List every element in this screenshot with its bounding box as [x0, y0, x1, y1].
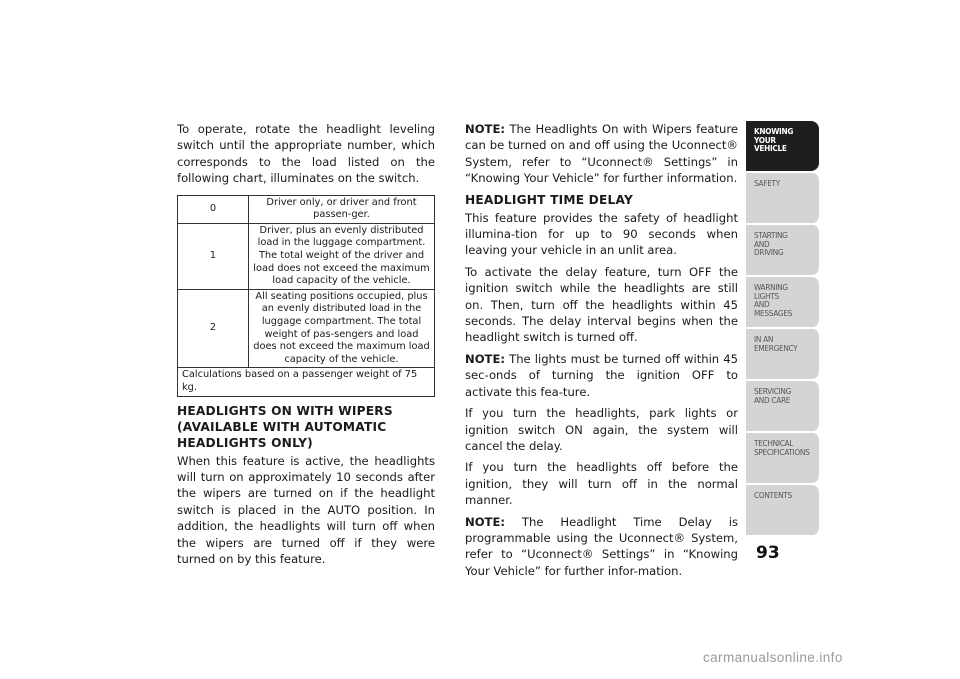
body-paragraph: This feature provides the safety of headlight illumina-tion for up to 90 seconds when leaving your vehicle in an unlit area.	[465, 210, 738, 258]
table-cell-description: All seating positions occupied, plus an evenly distributed load in the luggage compartment. The total weight of pas-sengers and load does not exceed the maximum load capacity of the vehicle.	[249, 289, 435, 368]
note-paragraph	[465, 514, 738, 580]
right-column	[465, 121, 738, 584]
table-cell-number: 2	[178, 289, 249, 368]
note-label: NOTE:	[465, 122, 506, 136]
note-text: The lights must be turned off within 45 sec-onds of turning the ignition OFF to activate this fea-ture.	[465, 351, 738, 399]
table-row	[178, 289, 435, 368]
watermark: carmanualsonline.info	[703, 650, 843, 665]
body-paragraph: When this feature is active, the headlights will turn on approximately 10 seconds after the wipers are turned on if the headlight switch is placed in the AUTO position. In addition, the headlights will turn off when the wipers are turned off if they were turned on by this feature.	[177, 453, 435, 566]
table-cell-description: Driver, plus an evenly distributed load in the luggage compartment. The total weight of the driver and load does not exceed the maximum load capacity of the vehicle.	[249, 223, 435, 289]
tab-knowing-your-vehicle[interactable]	[746, 121, 819, 171]
tab-emergency[interactable]	[746, 329, 819, 379]
table-row	[178, 195, 435, 223]
note-label: NOTE:	[465, 351, 506, 366]
tab-label: CONTENTS	[754, 490, 792, 500]
note-paragraph	[465, 121, 738, 187]
note-paragraph	[465, 351, 738, 400]
tab-contents[interactable]	[746, 485, 819, 535]
tab-label: IN AN EMERGENCY	[754, 334, 798, 353]
tab-label: SAFETY	[754, 178, 780, 188]
table-row	[178, 223, 435, 289]
section-heading: HEADLIGHTS ON WITH WIPERS (AVAILABLE WITH AUTOMATIC HEADLIGHTS ONLY)	[177, 403, 393, 450]
tab-technical-specifications[interactable]	[746, 433, 819, 483]
tab-safety[interactable]	[746, 173, 819, 223]
table-footnote: Calculations based on a passenger weight of 75 kg.	[178, 368, 435, 396]
table-footnote-row	[178, 368, 435, 396]
page-number: 93	[756, 543, 780, 563]
body-paragraph: If you turn the headlights, park lights or ignition switch ON again, the system will cancel the delay.	[465, 406, 738, 453]
tab-label: STARTING AND DRIVING	[754, 230, 788, 258]
note-text: The Headlights On with Wipers feature can be turned on and off using the Uconnect® System, refer to “Uconnect® Settings” in “Knowing Your Vehicle” for further information.	[465, 122, 738, 186]
section-heading: HEADLIGHT TIME DELAY	[465, 192, 633, 207]
left-column	[177, 121, 435, 572]
tab-starting-and-driving[interactable]	[746, 225, 819, 275]
tab-label: WARNING LIGHTS AND MESSAGES	[754, 282, 793, 318]
note-label: NOTE:	[465, 514, 506, 529]
table-cell-number: 1	[178, 223, 249, 289]
table-cell-description: Driver only, or driver and front passen-ger.	[249, 195, 435, 223]
load-table	[177, 195, 435, 397]
tab-warning-lights[interactable]	[746, 277, 819, 327]
tab-label: TECHNICAL SPECIFICATIONS	[754, 438, 810, 457]
table-cell-number: 0	[178, 195, 249, 223]
tab-label: SERVICING AND CARE	[754, 386, 792, 405]
intro-paragraph: To operate, rotate the headlight leveling switch until the appropriate number, which corresponds to the load listed on the following chart, illuminates on the switch.	[177, 122, 435, 186]
tab-servicing[interactable]	[746, 381, 819, 431]
body-paragraph: To activate the delay feature, turn OFF the ignition switch while the headlights are still on. Then, turn off the headlights within 45 seconds. The delay interval begins when the headlight switch is turned off.	[465, 264, 738, 345]
tab-label: KNOWING YOUR VEHICLE	[754, 126, 794, 154]
body-paragraph: If you turn the headlights off before the ignition, they will turn off in the normal manner.	[465, 460, 738, 508]
note-text: The Headlight Time Delay is programmable using the Uconnect® System, refer to “Uconnect® Settings” in “Knowing Your Vehicle” for further infor-mation.	[465, 514, 738, 578]
chapter-tabs	[746, 121, 819, 537]
